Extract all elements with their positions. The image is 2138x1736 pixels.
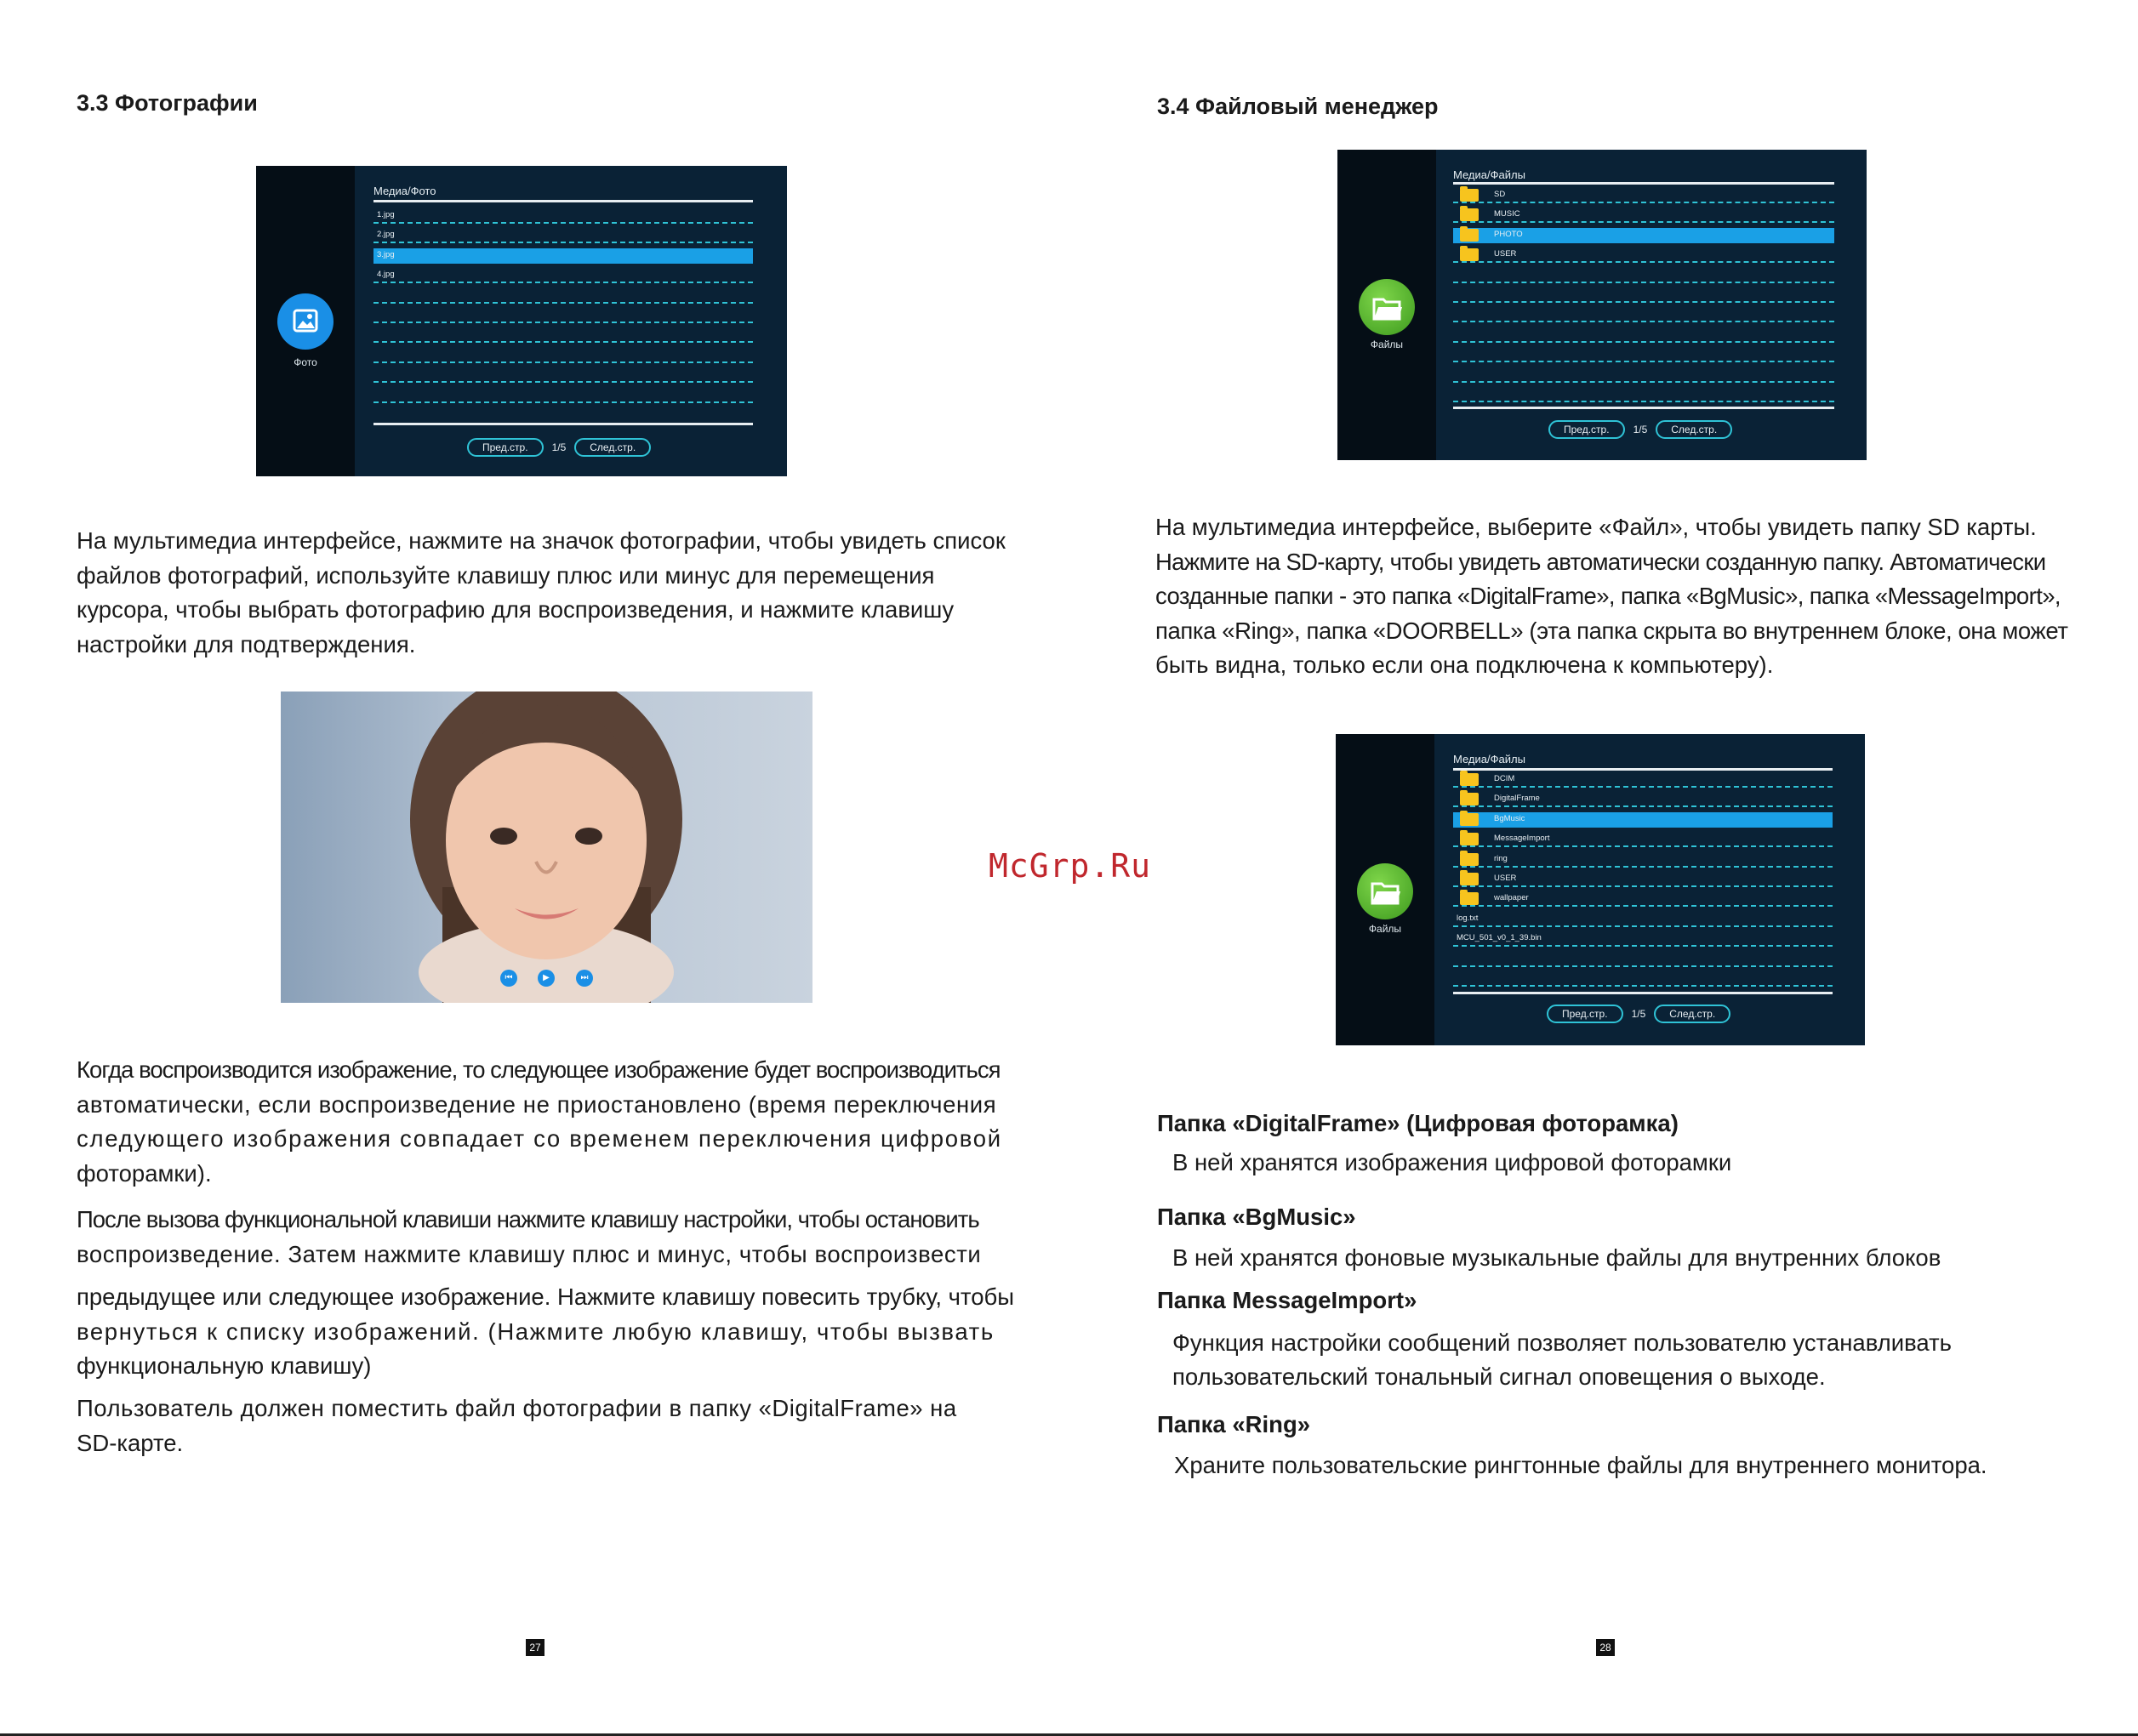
next-page-button[interactable]: След.стр. bbox=[1656, 420, 1732, 439]
bottom-divider bbox=[373, 423, 753, 425]
para-line: Пользователь должен поместить файл фотографии в папку «DigitalFrame» на bbox=[77, 1395, 957, 1421]
top-divider bbox=[1453, 768, 1833, 771]
para-line: На мультимедиа интерфейсе, выберите «Файл», чтобы увидеть папку SD карты. bbox=[1155, 514, 2037, 540]
para-line: следующего изображения совпадает со временем переключения цифровой bbox=[77, 1125, 1002, 1152]
folder-desc: пользовательский тональный сигнал оповещения о выходе. bbox=[1172, 1363, 1826, 1390]
page-indicator: 1/5 bbox=[1631, 1008, 1646, 1020]
list-item[interactable] bbox=[1453, 228, 1834, 243]
prev-page-button[interactable]: Пред.стр. bbox=[467, 438, 544, 457]
page-indicator: 1/5 bbox=[1633, 424, 1648, 435]
list-item[interactable] bbox=[373, 268, 753, 283]
para-line: функциональную клавишу) bbox=[77, 1352, 372, 1379]
list-item[interactable] bbox=[373, 288, 753, 304]
list-item-label: DigitalFrame bbox=[1494, 794, 1540, 804]
list-item[interactable] bbox=[1453, 347, 1834, 362]
folder-title: Папка «Ring» bbox=[1157, 1411, 1311, 1437]
paragraph-file-manager bbox=[1155, 510, 2125, 683]
para-line: На мультимедиа интерфейсе, нажмите на значок фотографии, чтобы увидеть список bbox=[77, 527, 1006, 554]
prev-page-button[interactable]: Пред.стр. bbox=[1547, 1005, 1623, 1023]
paragraph-user-files bbox=[77, 1392, 1021, 1460]
list-item[interactable] bbox=[1453, 268, 1834, 283]
para-line: курсора, чтобы выбрать фотографию для воспроизведения, и нажмите клавишу bbox=[77, 596, 955, 623]
paragraph-function-key bbox=[77, 1203, 1021, 1272]
photo-icon-label: Фото bbox=[294, 356, 317, 368]
para-line: Когда воспроизводится изображение, то следующее изображение будет воспроизводиться bbox=[77, 1056, 1001, 1083]
list-item[interactable] bbox=[1453, 387, 1834, 402]
paragraph-autoplay bbox=[77, 1053, 1021, 1191]
section-heading-photos: 3.3 Фотографии bbox=[77, 90, 258, 116]
list-item[interactable] bbox=[1453, 952, 1833, 967]
pager bbox=[1548, 420, 1732, 439]
list-item-label: MUSIC bbox=[1494, 209, 1520, 219]
para-line: Нажмите на SD-карту, чтобы увидеть автоматически созданную папку. Автоматически bbox=[1155, 548, 2046, 575]
top-divider bbox=[373, 200, 753, 202]
folder-title: Папка MessageImport» bbox=[1157, 1287, 1417, 1313]
folder-title: Папка «DigitalFrame» (Цифровая фоторамка) bbox=[1157, 1110, 1679, 1136]
bottom-divider bbox=[1453, 992, 1833, 994]
list-item[interactable] bbox=[373, 208, 753, 224]
list-item[interactable] bbox=[373, 388, 753, 403]
list-item-label: PHOTO bbox=[1494, 229, 1523, 239]
list-item[interactable] bbox=[1453, 912, 1833, 927]
list-item[interactable] bbox=[1453, 792, 1833, 807]
pager bbox=[1547, 1005, 1730, 1023]
list-item-label: 2.jpg bbox=[377, 230, 395, 240]
paragraph-photos-intro bbox=[77, 524, 1012, 662]
para-line: созданные папки - это папка «DigitalFrame», папка «BgMusic», папка «MessageImport», bbox=[1155, 583, 2061, 609]
list-item[interactable] bbox=[1453, 872, 1833, 887]
next-page-button[interactable]: След.стр. bbox=[574, 438, 651, 457]
folder-icon bbox=[1460, 873, 1479, 885]
files-icon-label: Файлы bbox=[1370, 339, 1404, 350]
para-line: настройки для подтверждения. bbox=[77, 630, 416, 657]
list-item[interactable] bbox=[1453, 772, 1833, 788]
folder-title: Папка «BgMusic» bbox=[1157, 1204, 1356, 1230]
list-item-label: 3.jpg bbox=[377, 249, 395, 259]
list-item-label: MCU_501_v0_1_39.bin bbox=[1457, 933, 1542, 943]
folder-icon bbox=[1460, 833, 1479, 845]
list-item[interactable] bbox=[1453, 188, 1834, 203]
list-item-label: wallpaper bbox=[1494, 893, 1529, 903]
top-divider bbox=[1453, 182, 1834, 185]
file-manager-screen-root bbox=[1337, 150, 1867, 460]
folder-icon bbox=[1460, 208, 1479, 221]
folder-icon bbox=[1460, 813, 1479, 826]
folder-desc: Функция настройки сообщений позволяет пользователю устанавливать bbox=[1172, 1329, 1952, 1356]
list-item-label: BgMusic bbox=[1494, 813, 1525, 823]
list-item-label: USER bbox=[1494, 874, 1517, 883]
breadcrumb: Медиа/Файлы bbox=[1453, 753, 1525, 766]
folder-icon bbox=[1460, 853, 1479, 866]
photo-app-icon[interactable] bbox=[277, 293, 334, 350]
folder-icon bbox=[1460, 229, 1479, 242]
folder-desc: В ней хранятся фоновые музыкальные файлы для внутренних блоков bbox=[1172, 1244, 1941, 1271]
page-number-left: 27 bbox=[526, 1639, 544, 1656]
files-icon-label: Файлы bbox=[1368, 923, 1402, 935]
list-item-label: ring bbox=[1494, 853, 1508, 863]
list-item[interactable] bbox=[373, 348, 753, 363]
list-item[interactable] bbox=[1453, 248, 1834, 263]
para-line: После вызова функциональной клавиши нажмите клавишу настройки, чтобы остановить bbox=[77, 1206, 979, 1232]
section-heading-file-manager: 3.4 Файловый менеджер bbox=[1157, 94, 1439, 119]
list-item[interactable] bbox=[373, 367, 753, 383]
folder-desc: Храните пользовательские рингтонные файлы для внутреннего монитора. bbox=[1174, 1452, 1987, 1478]
list-item[interactable] bbox=[1453, 287, 1834, 303]
list-item[interactable] bbox=[373, 327, 753, 343]
para-line: воспроизведение. Затем нажмите клавишу плюс и минус, чтобы воспроизвести bbox=[77, 1240, 982, 1267]
page-indicator: 1/5 bbox=[551, 441, 567, 453]
list-item[interactable] bbox=[1453, 208, 1834, 223]
list-item[interactable] bbox=[1453, 812, 1833, 828]
para-line: папка «Ring», папка «DOORBELL» (эта папка скрыта во внутреннем блоке, она может bbox=[1155, 617, 2068, 644]
para-line: SD-карте. bbox=[77, 1429, 184, 1456]
list-item[interactable] bbox=[1453, 971, 1833, 987]
play-icon[interactable]: ▶ bbox=[538, 970, 555, 987]
list-item-label: log.txt bbox=[1457, 913, 1479, 923]
para-line: фоторамки). bbox=[77, 1159, 212, 1187]
playback-photo bbox=[281, 692, 812, 1003]
pager bbox=[467, 438, 651, 457]
folder-icon bbox=[1460, 892, 1479, 905]
list-item[interactable] bbox=[1453, 327, 1834, 343]
file-manager-screen-sd bbox=[1336, 734, 1865, 1045]
folder-icon bbox=[1460, 248, 1479, 261]
list-item[interactable] bbox=[1453, 931, 1833, 947]
prev-page-button[interactable]: Пред.стр. bbox=[1548, 420, 1625, 439]
list-item-label: 4.jpg bbox=[377, 270, 395, 280]
list-item[interactable] bbox=[1453, 832, 1833, 847]
folder-app-icon[interactable] bbox=[1359, 279, 1415, 335]
list-item-label: MessageImport bbox=[1494, 834, 1550, 844]
list-item[interactable] bbox=[373, 308, 753, 323]
list-item[interactable] bbox=[373, 248, 753, 264]
para-line: предыдущее или следующее изображение. Нажмите клавишу повесить трубку, чтобы bbox=[77, 1284, 1015, 1310]
folder-desc: В ней хранятся изображения цифровой фоторамки bbox=[1172, 1149, 1732, 1175]
watermark: McGrp.Ru bbox=[989, 847, 1152, 885]
list-item[interactable] bbox=[1453, 852, 1833, 868]
folder-app-icon[interactable] bbox=[1357, 863, 1413, 919]
breadcrumb: Медиа/Файлы bbox=[1453, 168, 1525, 181]
folder-descriptions bbox=[1157, 1110, 2118, 1483]
page-number-right: 28 bbox=[1596, 1639, 1615, 1656]
folder-icon bbox=[1460, 793, 1479, 805]
bottom-divider bbox=[1453, 407, 1834, 409]
list-item[interactable] bbox=[373, 228, 753, 243]
folder-icon bbox=[1460, 189, 1479, 202]
list-item-label: USER bbox=[1494, 249, 1517, 259]
list-item-label: 1.jpg bbox=[377, 210, 395, 219]
list-item[interactable] bbox=[1453, 307, 1834, 322]
breadcrumb: Медиа/Фото bbox=[373, 185, 436, 197]
para-line: автоматически, если воспроизведение не приостановлено (время переключения bbox=[77, 1090, 997, 1118]
next-page-button[interactable]: След.стр. bbox=[1654, 1005, 1730, 1023]
list-item-label: SD bbox=[1494, 190, 1506, 199]
folder-icon bbox=[1460, 773, 1479, 786]
list-item[interactable] bbox=[1453, 891, 1833, 907]
list-item[interactable] bbox=[1453, 367, 1834, 383]
next-icon[interactable]: ⏭ bbox=[576, 970, 593, 987]
photo-list-screen bbox=[256, 166, 787, 476]
para-line: файлов фотографий, используйте клавишу плюс или минус для перемещения bbox=[77, 561, 935, 589]
list-item-label: DCIM bbox=[1494, 774, 1515, 783]
previous-icon[interactable]: ⏮ bbox=[500, 970, 517, 987]
paragraph-navigation bbox=[77, 1280, 1021, 1384]
para-line: быть видна, только если она подключена к компьютеру). bbox=[1155, 652, 1774, 678]
para-line: вернуться к списку изображений. (Нажмите любую клавишу, чтобы вызвать bbox=[77, 1318, 995, 1345]
